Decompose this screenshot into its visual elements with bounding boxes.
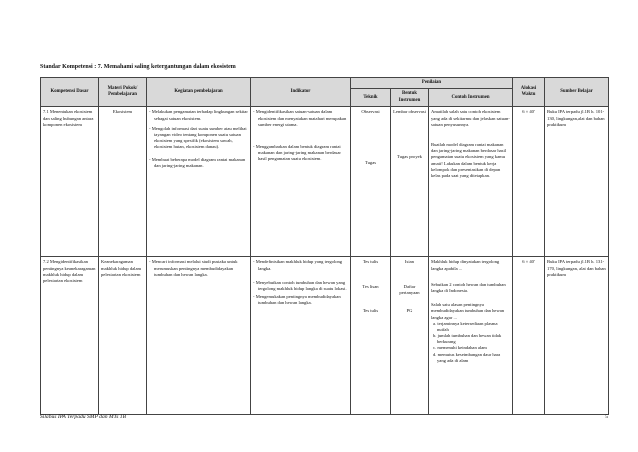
indikator-cell: [251, 257, 351, 415]
materi-cell: Ekosistem: [99, 107, 147, 257]
header-kegiatan: Kegiatan pembelajaran: [147, 78, 251, 107]
teknik-value: Tes lisan: [362, 283, 379, 289]
list-item: - Menggambarkan dalam bentuk diagram rantai makanan dan jaring-jaring makanan berdasar hasil pengamatan suatu ekosistem.: [253, 144, 348, 163]
header-materi: Materi Pokok/ Pembelajaran: [99, 78, 147, 107]
contoh-value: Buatlah model diagram rantai makanan dan jaring-jaring makanan berdasar hasil pengamatan suatu ekosistem yang kamu amati! Lakukan dalam bentuk kerja kelompok dan presentasikan di depan kelas pada saat yang ditetapkan.: [431, 141, 507, 178]
teknik-value: Tes tulis: [362, 259, 379, 265]
bentuk-value: Isian: [405, 259, 414, 265]
list-item: - Menyebutkan contoh tumbuhan dan hewan yang tergolong makhluk hidup langka di suatu lokasi.: [253, 280, 348, 292]
kegiatan-cell: [147, 257, 251, 415]
materi-cell: Keanekaragaman makhluk hidup dalam pelestarian ekosistem: [99, 257, 147, 415]
header-bentuk: Bentuk Instrumen: [391, 89, 429, 107]
alokasi-cell: 6 × 40': [513, 257, 545, 415]
alokasi-cell: 6 × 40': [513, 107, 545, 257]
teknik-value: Tes tulis: [362, 307, 379, 313]
header-penilaian: Penilaian: [351, 78, 513, 89]
footer-title: Silabus IPA Terpadu SMP dan MTs 1B: [40, 414, 126, 420]
contoh-value: Sebutkan 2 contoh hewan dan tumbuhan langka di Indonesia.: [431, 281, 506, 293]
contoh-cell: [429, 107, 513, 257]
option-item: d. memutus keseimbangan daur hara yang ada di alam: [433, 351, 501, 363]
contoh-value: Salah satu alasan pentingnya membudidayakan tumbuhan dan hewan langka agar ...: [431, 302, 505, 320]
option-item: a. terjaminnya ketersediaan plasma nutfah: [433, 320, 498, 332]
teknik-cell: [351, 107, 391, 257]
header-contoh: Contoh Instrumen: [429, 89, 513, 107]
bentuk-value: Lembar observasi: [393, 109, 426, 115]
bentuk-cell: [391, 107, 429, 257]
bentuk-cell: [391, 257, 429, 415]
list-item: - Membuat beberapa model diagram rantai makanan dan jaring-jaring makanan.: [149, 157, 248, 169]
header-kompetensi-dasar: Kompetensi Dasar: [41, 78, 99, 107]
contoh-value: Makhluk hidup dinyatakan tergolong langka apabila ...: [431, 259, 500, 271]
bentuk-value: Tugas proyek: [397, 153, 422, 159]
bentuk-value: PG: [406, 307, 413, 313]
standar-kompetensi-heading: Standar Kompetensi : 7. Memahami saling ketergantungan dalam ekosistem: [40, 64, 236, 70]
option-item: c. memenuhi keindahan alam: [433, 345, 487, 351]
header-sumber: Sumber Belajar: [545, 78, 609, 107]
sumber-cell: Buku IPA terpadu jl.1B h. 101-130, lingkungan,alat dan bahan praktikum: [545, 107, 609, 257]
kegiatan-cell: [147, 107, 251, 257]
table-row: [41, 257, 609, 415]
list-item: - Mengemukakan pentingnya membudidayakan tumbuhan dan hewan langka.: [253, 294, 348, 306]
option-item: b. jumlah tumbuhan dan hewan tidak berkurang: [433, 333, 502, 345]
list-item: - Mendefinisikan makhluk hidup yang tergolong langka.: [253, 259, 348, 271]
syllabus-table: [40, 77, 609, 415]
list-item: - Mengolah informasi dari suatu sumber atau melihat tayangan video tentang komponen suatu satuan ekosistem yang spesifik (ekosistem sawah, ekosistem hutan, ekosistem danau).: [149, 126, 248, 151]
page-number: 5: [605, 414, 608, 420]
header-alokasi: Alokasi Waktu: [513, 78, 545, 107]
list-item: - Mencari informasi melalui studi pustaka untuk merumuskan pentingnya membudidayakan tumbuhan dan hewan langka.: [149, 259, 248, 278]
teknik-value: Tugas: [364, 159, 377, 165]
kd-cell: 7.1 Menentukan ekosistem dan saling hubungan antara komponen ekosistem: [41, 107, 99, 257]
list-item: - Melakukan pengamatan terhadap lingkungan sekitar sebagai satuan ekosistem.: [149, 109, 248, 121]
header-indikator: Indikator: [251, 78, 351, 107]
sumber-cell: Buku IPA terpadu jl.1B h. 131-170, lingkungan, alat dan bahan praktikum: [545, 257, 609, 415]
teknik-value: Observasi: [361, 109, 380, 115]
teknik-cell: [351, 257, 391, 415]
contoh-cell: [429, 257, 513, 415]
contoh-value: Amatilah salah satu contoh ekosistem yang ada di sekitarmu dan jelaskan satuan-satuan penyusunnya.: [431, 109, 510, 127]
header-teknik: Teknik: [351, 89, 391, 107]
list-item: - Mengidentifikasikan satuan-satuan dalam ekosistem dan menyatakan matahari merupakan sumber energi utama.: [253, 109, 348, 128]
table-row: [41, 107, 609, 257]
bentuk-value: Daftar pertanyaan: [399, 283, 420, 295]
kd-cell: 7.2 Mengidentifikasikan pentingnya keanekaragaman makhluk hidup dalam pelestarian ekosistem: [41, 257, 99, 415]
indikator-cell: [251, 107, 351, 257]
